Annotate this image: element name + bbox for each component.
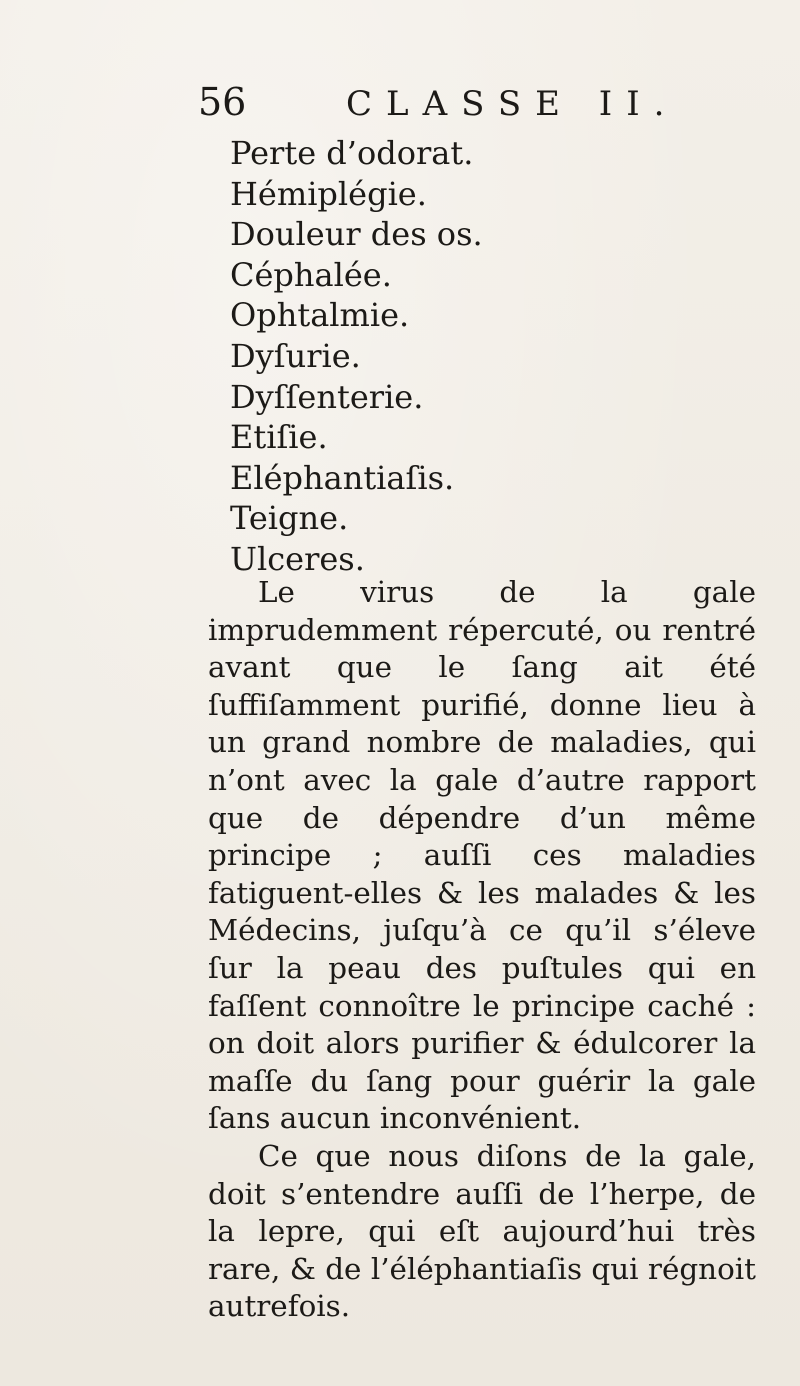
list-item: Hémiplégie.	[230, 174, 427, 213]
list-item: Ulceres.	[230, 539, 365, 578]
disease-list	[230, 133, 650, 580]
list-item: Ophtalmie.	[230, 296, 410, 335]
list-item: Dyſſenterie.	[230, 377, 424, 416]
paragraph-herpe-lepre: Ce que nous diſons de la gale, doit s’entendre auſſi de l’herpe, de la lepre, qui eſt aujourd’hui très rare, & de l’éléphantiaſis qui régnoit autrefois.	[208, 1138, 756, 1324]
list-item: Etiſie.	[230, 418, 328, 457]
section-title: CLASSE II.	[346, 84, 679, 124]
list-item: Teigne.	[230, 499, 349, 538]
list-item: Perte d’odorat.	[230, 134, 474, 172]
list-item: Dyſurie.	[230, 336, 361, 375]
list-item: Eléphantiaſis.	[230, 458, 455, 497]
body-text	[208, 574, 756, 1326]
page-number: 56	[198, 80, 247, 124]
running-head	[198, 78, 679, 138]
list-item: Céphalée.	[230, 255, 392, 294]
list-item: Douleur des os.	[230, 215, 483, 254]
paragraph-gale-virus: Le virus de la gale imprudemment répercuté, ou rentré avant que le ſang ait été ſuffiſamment purifié, donne lieu à un grand nombre de maladies, qui n’ont avec la gale d’autre rapport que de dépendre d’un même principe ; auſſi ces maladies fatiguent-elles & les malades & les Médecins, juſqu’à ce qu’il s’éleve ſur la peau des puſtules qui en faſſent connoître le principe caché : on doit alors purifier & édulcorer la maſſe du ſang pour guérir la gale ſans aucun inconvénient.	[208, 575, 756, 1136]
